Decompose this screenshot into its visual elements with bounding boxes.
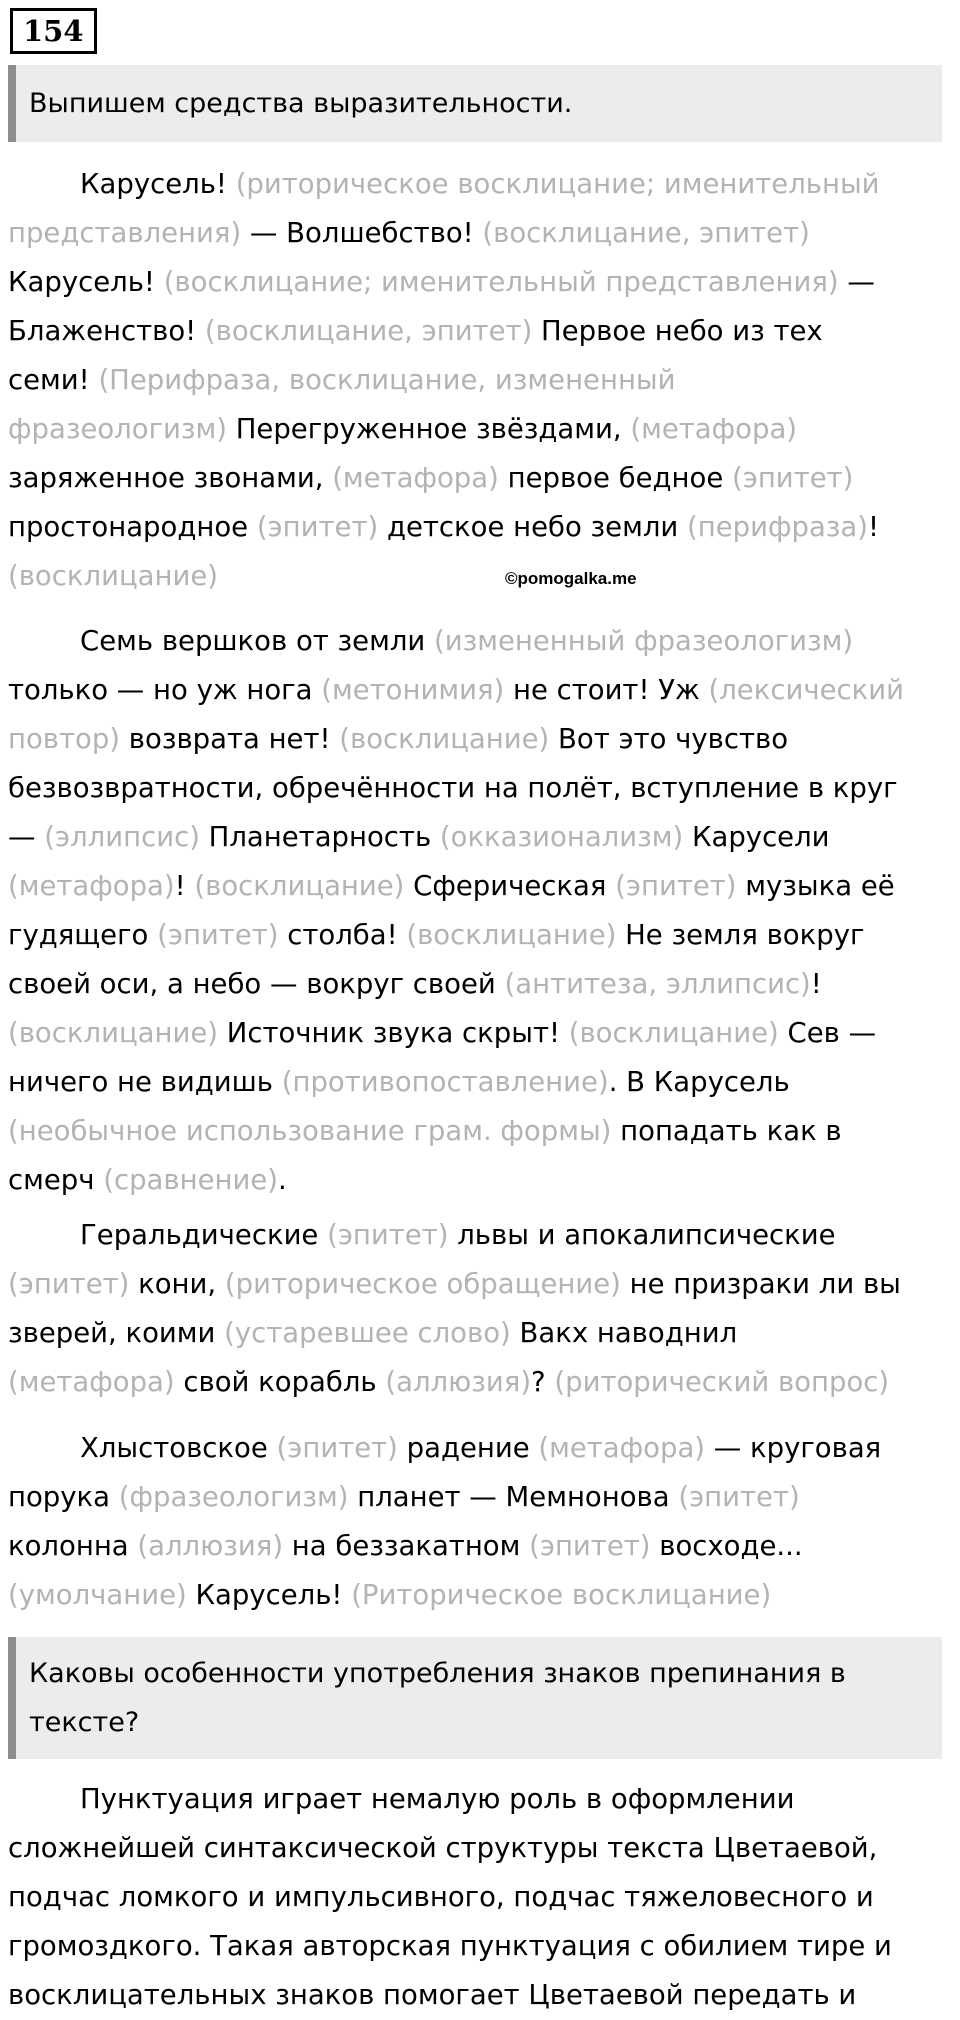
text-line [8,552,958,601]
text-run: первое бедное [498,462,732,494]
annotation: (метафора) [8,1366,175,1398]
question-text: Выпишем средства выразительности. [29,88,573,119]
text-line [8,715,958,764]
text-run: Блаженство! [8,315,205,347]
text-line [8,813,958,862]
annotation: (измененный фразеологизм) [434,625,854,657]
paragraph-1 [8,160,958,601]
text-line [8,862,958,911]
text-run: простонародное [8,511,257,543]
paragraph-5 [8,1775,958,2020]
annotation: (метафора) [8,870,175,902]
annotation: (антитеза, эллипсис) [504,968,811,1000]
annotation: повтор) [8,723,121,755]
text-run: безвозвратности, обречённости на полёт, вступление в круг [8,772,898,804]
annotation: (аллюзия) [137,1530,284,1562]
question-box-2 [8,1637,942,1759]
text-run: Вот это чувство [549,723,789,755]
text-line [8,1211,958,1260]
question-box-1 [8,65,942,142]
text-run: заряженное звонами, [8,462,333,494]
text-line [8,1309,958,1358]
text-run: музыка её [736,870,895,902]
text-line [8,307,958,356]
text-line [8,356,958,405]
text-line [8,160,958,209]
annotation: (эпитет) [732,462,854,494]
text-line [8,764,958,813]
text-run: попадать как в [611,1115,842,1147]
text-run: — [838,266,875,298]
text-run: Семь вершков от земли [80,625,435,657]
text-run: возврата нет! [120,723,340,755]
text-run: зверей, коими [8,1317,225,1349]
text-run: не стоит! Уж [504,674,709,706]
text-line [8,209,958,258]
text-run: колонна [8,1530,138,1562]
text-run: своей оси, а небо — вокруг своей [8,968,505,1000]
text-run: Карусель! [8,266,164,298]
text-run: Сферическая [404,870,616,902]
annotation: (восклицание) [406,919,617,951]
text-run: не призраки ли вы [620,1268,901,1300]
annotation: (эпитет) [256,511,379,543]
text-line [8,1107,958,1156]
text-run: планет — Мемнонова [348,1481,679,1513]
text-line [8,960,958,1009]
text-run: восходе... [650,1530,803,1562]
annotation: (эпитет) [615,870,737,902]
text-line: Пунктуация играет немалую роль в оформлении [80,1783,795,1815]
paragraph-4 [8,1424,958,1620]
text-run: львы и апокалипсические [448,1219,836,1251]
text-line [8,1358,958,1407]
text-run: порука [8,1481,119,1513]
text-line [8,1522,958,1571]
text-run: Хлыстовское [80,1432,277,1464]
annotation: (сравнение) [103,1164,278,1196]
question-text: Каковы особенности употребления знаков препинания в тексте? [29,1658,846,1738]
task-number: 154 [10,8,97,54]
annotation: (эллипсис) [44,821,200,853]
paragraph-2 [8,617,958,1205]
text-run: Карусели [683,821,830,853]
text-run: Первое небо из тех [532,315,823,347]
text-run: Карусель! [80,168,236,200]
text-run: Источник звука скрыт! [218,1017,569,1049]
text-line [8,1424,958,1473]
text-run: семи! [8,364,99,396]
text-run: радение [397,1432,539,1464]
text-line [8,617,958,666]
annotation: (эпитет) [8,1268,130,1300]
annotation: (риторическое восклицание; именительный [235,168,880,200]
annotation: (эпитет) [157,919,279,951]
text-run: свой корабль [174,1366,386,1398]
text-run: Планетарность [199,821,440,853]
annotation: (метафора) [630,413,798,445]
annotation: (лексический [708,674,904,706]
text-run: Не земля вокруг [616,919,865,951]
text-run: Сев — [778,1017,877,1049]
annotation: (перифраза) [687,511,868,543]
annotation: (Риторическое восклицание) [351,1579,772,1611]
text-run: смерч [8,1164,104,1196]
text-run: — [8,821,45,853]
annotation: (метонимия) [321,674,505,706]
annotation: (восклицание, эпитет) [204,315,533,347]
text-line [8,1571,958,1620]
text-run: Перегруженное звёздами, [227,413,631,445]
annotation: (метафора) [538,1432,706,1464]
text-line: сложнейшей синтаксической структуры текста Цветаевой, [8,1832,878,1864]
text-run: на беззакатном [283,1530,530,1562]
text-run: Вакх наводнил [510,1317,738,1349]
annotation: (противопоставление) [281,1066,609,1098]
annotation: фразеологизм) [8,413,228,445]
text-line [8,666,958,715]
text-line [8,911,958,960]
paragraph-3 [8,1211,958,1407]
text-run: столба! [278,919,407,951]
text-line: подчас ломкого и импульсивного, подчас тяжеловесного и [8,1881,874,1913]
text-run: гудящего [8,919,158,951]
text-run: только — но уж нога [8,674,322,706]
text-run: ничего не видишь [8,1066,282,1098]
annotation: (эпитет) [678,1481,800,1513]
text-run: ! [868,511,880,543]
text-run: — круговая [705,1432,882,1464]
text-run: . В Карусель [608,1066,790,1098]
text-line [8,405,958,454]
text-run: ! [810,968,822,1000]
text-run: ? [531,1366,555,1398]
text-line: восклицательных знаков помогает Цветаевой передать и [8,1979,857,2011]
annotation: (эпитет) [327,1219,449,1251]
text-run: . [278,1164,287,1196]
text-line [8,503,958,552]
annotation: (риторическое обращение) [224,1268,621,1300]
annotation: (метафора) [332,462,499,494]
text-line [8,454,958,503]
text-run: Карусель! [186,1579,352,1611]
text-line [8,258,958,307]
text-run: детское небо земли [378,511,688,543]
annotation: (необычное использование грам. формы) [8,1115,612,1147]
text-line [8,1473,958,1522]
text-line [8,1058,958,1107]
annotation: (умолчание) [8,1579,187,1611]
annotation: (восклицание) [568,1017,779,1049]
annotation: (риторический вопрос) [554,1366,890,1398]
annotation: (фразеологизм) [118,1481,349,1513]
annotation: (Перифраза, восклицание, измененный [98,364,676,396]
annotation: (устаревшее слово) [224,1317,511,1349]
text-run: — Волшебство! [241,217,483,249]
annotation: (восклицание) [8,1017,219,1049]
text-run: кони, [129,1268,225,1300]
annotation: (восклицание; именительный представления) [163,266,839,298]
annotation: (аллюзия) [385,1366,532,1398]
annotation: (восклицание, эпитет) [482,217,810,249]
text-line [8,1156,958,1205]
text-line [8,1009,958,1058]
annotation: (эпитет) [529,1530,651,1562]
text-line [8,1260,958,1309]
watermark: ©pomogalka.me [505,569,637,588]
text-run: ! [174,870,195,902]
annotation: (восклицание) [339,723,550,755]
text-line: громоздкого. Такая авторская пунктуация с обилием тире и [8,1930,892,1962]
annotation: (окказионализм) [439,821,684,853]
annotation: (эпитет) [276,1432,398,1464]
annotation: (восклицание) [8,560,219,592]
text-run: Геральдические [80,1219,328,1251]
annotation: (восклицание) [194,870,405,902]
annotation: представления) [8,217,242,249]
